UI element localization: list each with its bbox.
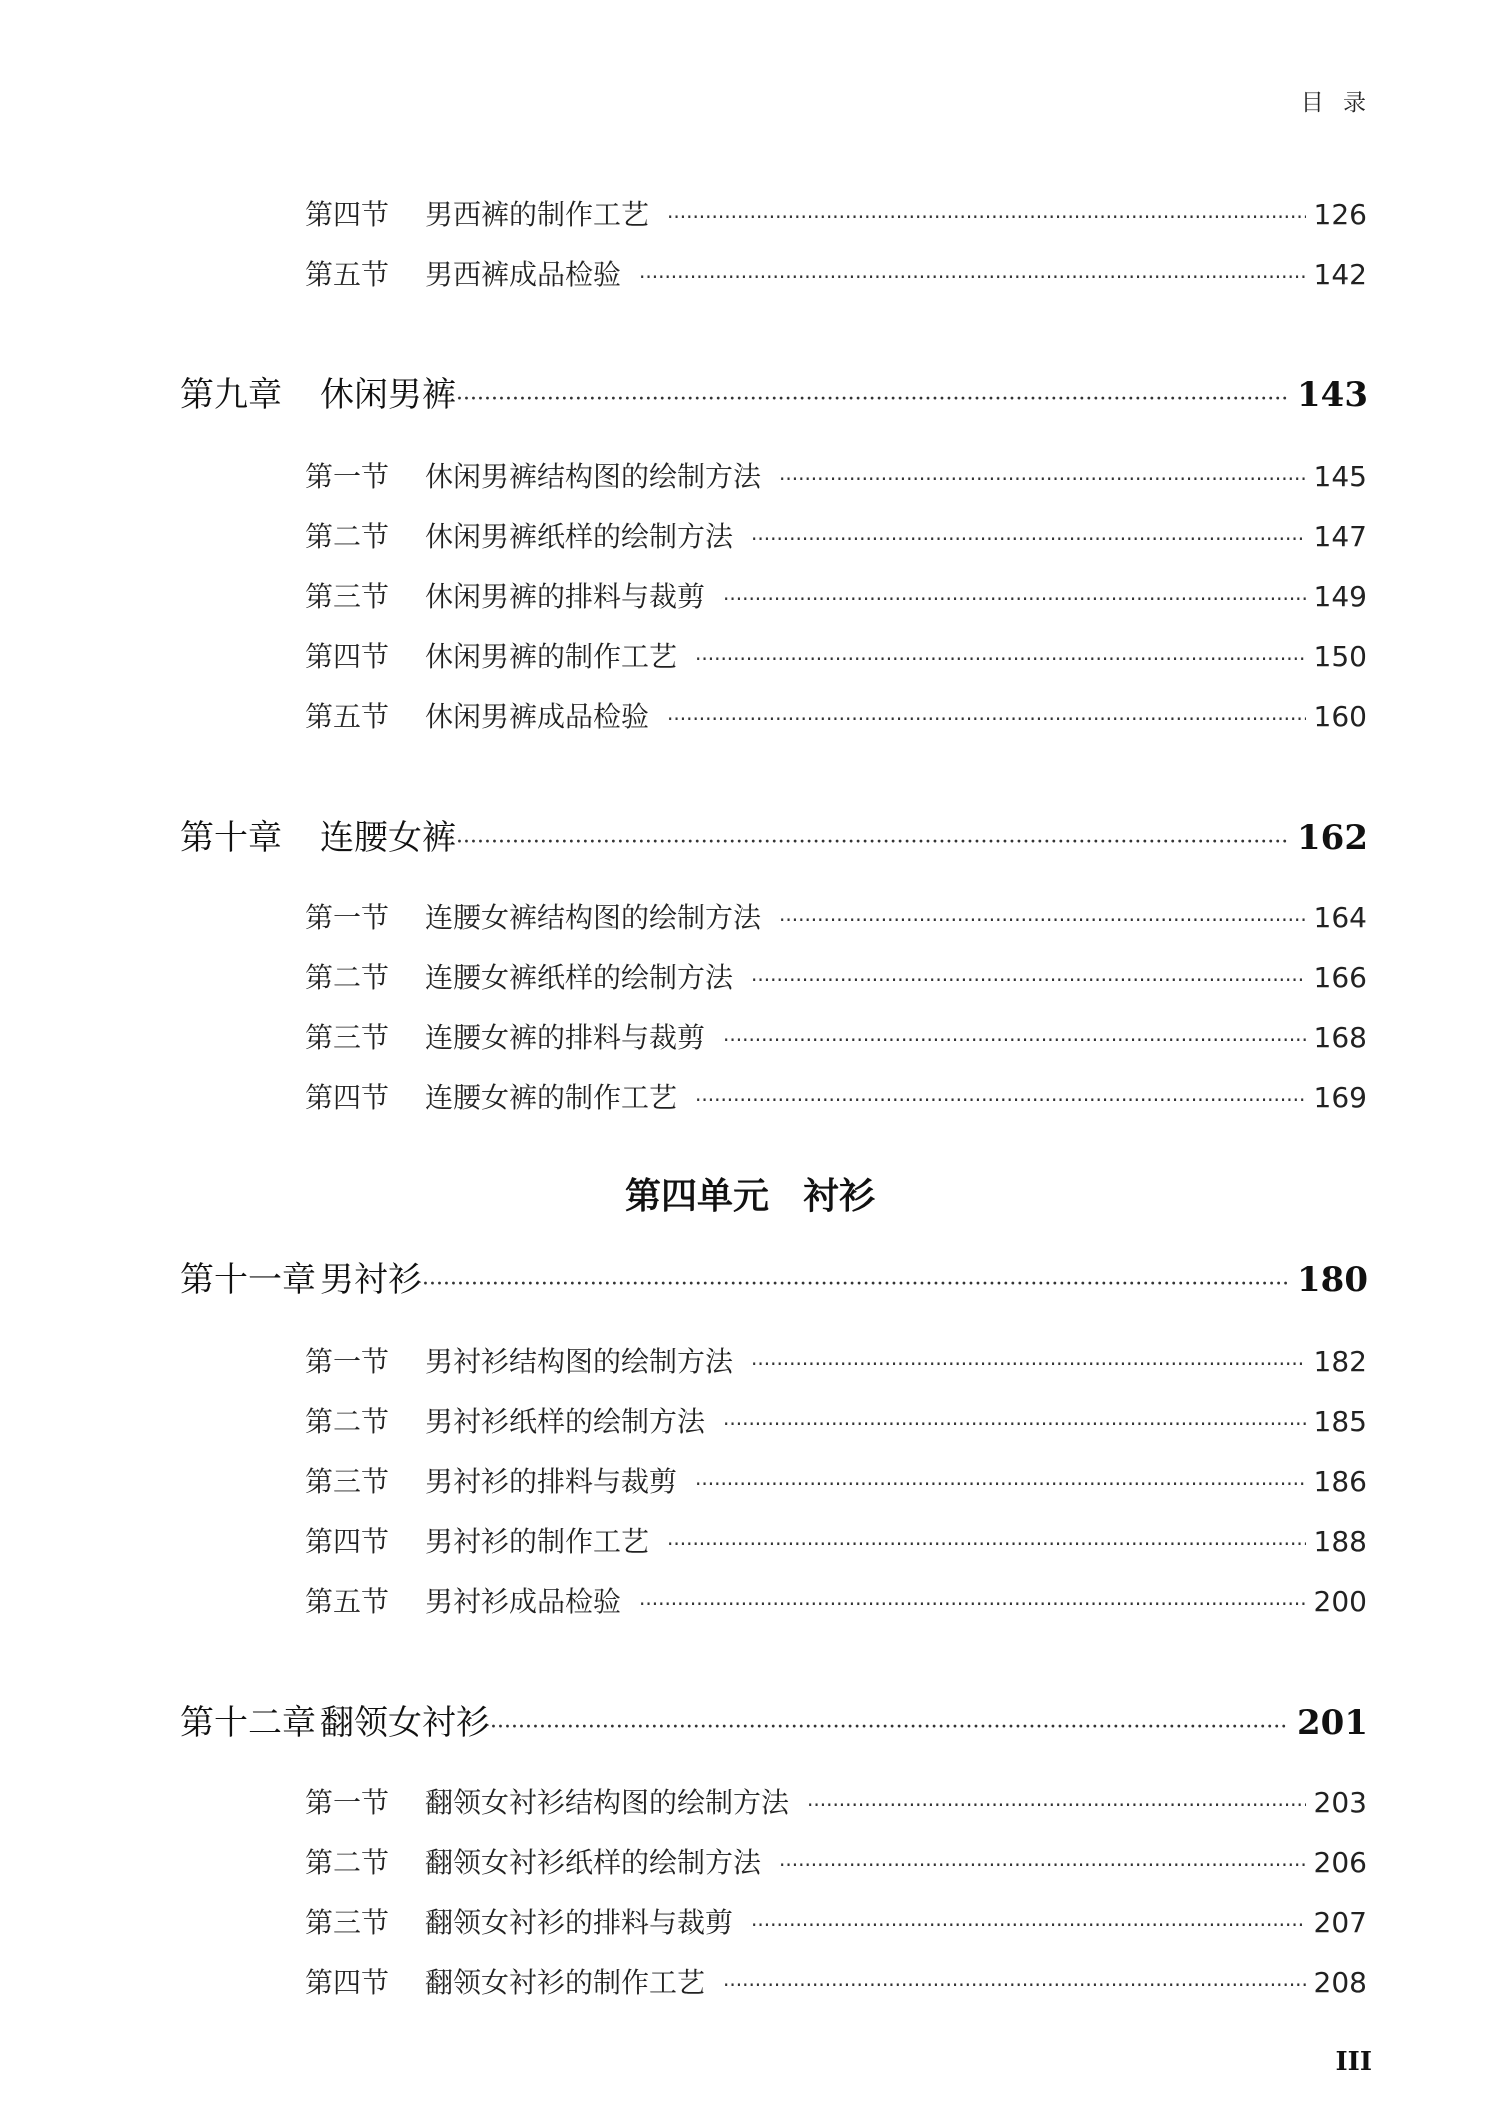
toc-section-entry[interactable] xyxy=(305,695,1367,735)
section-title: 翻领女衬衫的排料与裁剪 xyxy=(425,1906,734,1939)
page-number: 206 xyxy=(1313,1846,1367,1879)
section-title: 男衬衫的排料与裁剪 xyxy=(425,1465,678,1498)
section-title: 男西裤成品检验 xyxy=(425,258,622,291)
dot-leader xyxy=(779,1853,1306,1877)
toc-section-entry[interactable] xyxy=(305,575,1367,615)
chapter-number: 第十章 xyxy=(180,818,282,858)
toc-chapter-entry[interactable] xyxy=(180,367,1368,416)
chapter-title: 休闲男裤 xyxy=(320,375,456,415)
dot-leader xyxy=(490,1715,1289,1740)
section-title: 连腰女裤的排料与裁剪 xyxy=(425,1021,706,1054)
page-number: 166 xyxy=(1313,961,1367,994)
dot-leader xyxy=(695,647,1306,671)
toc-section-entry[interactable] xyxy=(305,515,1367,555)
page-number: 168 xyxy=(1313,1021,1367,1054)
dot-leader xyxy=(456,387,1289,412)
section-number: 第三节 xyxy=(305,1021,390,1054)
toc-section-entry[interactable] xyxy=(305,1076,1367,1116)
page-number: 160 xyxy=(1313,700,1367,733)
page-number: 149 xyxy=(1313,580,1367,613)
running-header: 目 录 xyxy=(1300,90,1372,116)
section-title: 男西裤的制作工艺 xyxy=(425,198,650,231)
page-number: 147 xyxy=(1313,520,1367,553)
section-number: 第四节 xyxy=(305,198,390,231)
toc-section-entry[interactable] xyxy=(305,1340,1367,1380)
section-title: 男衬衫成品检验 xyxy=(425,1585,622,1618)
section-title: 男衬衫的制作工艺 xyxy=(425,1525,650,1558)
dot-leader xyxy=(723,1973,1306,1997)
section-number: 第四节 xyxy=(305,1966,390,1999)
chapter-number: 第九章 xyxy=(180,375,282,415)
dot-leader xyxy=(695,1472,1306,1496)
chapter-number: 第十一章 xyxy=(180,1260,316,1300)
section-title: 连腰女裤的制作工艺 xyxy=(425,1081,678,1114)
section-number: 第四节 xyxy=(305,640,390,673)
page-number: 150 xyxy=(1313,640,1367,673)
page-number: 182 xyxy=(1313,1345,1367,1378)
page-number: 185 xyxy=(1313,1405,1367,1438)
section-number: 第三节 xyxy=(305,580,390,613)
section-title: 连腰女裤结构图的绘制方法 xyxy=(425,901,762,934)
chapter-title: 连腰女裤 xyxy=(320,818,456,858)
page-number: 188 xyxy=(1313,1525,1367,1558)
section-number: 第四节 xyxy=(305,1525,390,1558)
toc-section-entry[interactable] xyxy=(305,1901,1367,1941)
section-number: 第四节 xyxy=(305,1081,390,1114)
dot-leader xyxy=(779,467,1306,491)
dot-leader xyxy=(751,1352,1306,1376)
section-title: 休闲男裤纸样的绘制方法 xyxy=(425,520,734,553)
dot-leader xyxy=(723,1028,1306,1052)
section-number: 第三节 xyxy=(305,1465,390,1498)
toc-chapter-entry[interactable] xyxy=(180,810,1368,859)
toc-section-entry[interactable] xyxy=(305,1016,1367,1056)
page-number: 169 xyxy=(1313,1081,1367,1114)
unit-number: 第四单元 xyxy=(624,1175,769,1217)
section-title: 休闲男裤的制作工艺 xyxy=(425,640,678,673)
dot-leader xyxy=(723,1412,1306,1436)
section-number: 第二节 xyxy=(305,1846,390,1879)
section-number: 第一节 xyxy=(305,1345,390,1378)
section-number: 第一节 xyxy=(305,901,390,934)
section-number: 第一节 xyxy=(305,460,390,493)
dot-leader xyxy=(456,830,1289,855)
dot-leader xyxy=(751,527,1306,551)
page-number: 126 xyxy=(1313,198,1367,231)
page-number: 164 xyxy=(1313,901,1367,934)
section-number: 第二节 xyxy=(305,961,390,994)
section-title: 休闲男裤结构图的绘制方法 xyxy=(425,460,762,493)
section-number: 第五节 xyxy=(305,258,390,291)
dot-leader xyxy=(667,205,1306,229)
page-number: 203 xyxy=(1313,1786,1367,1819)
section-title: 连腰女裤纸样的绘制方法 xyxy=(425,961,734,994)
section-number: 第五节 xyxy=(305,1585,390,1618)
dot-leader xyxy=(667,707,1306,731)
dot-leader xyxy=(723,587,1306,611)
toc-section-entry[interactable] xyxy=(305,1460,1367,1500)
toc-section-entry[interactable] xyxy=(305,1520,1367,1560)
section-title: 休闲男裤成品检验 xyxy=(425,700,650,733)
section-number: 第五节 xyxy=(305,700,390,733)
page-number: 145 xyxy=(1313,460,1367,493)
dot-leader xyxy=(639,1592,1306,1616)
section-title: 休闲男裤的排料与裁剪 xyxy=(425,580,706,613)
toc-section-entry[interactable] xyxy=(305,635,1367,675)
page-number: 201 xyxy=(1297,1703,1368,1743)
toc-section-entry[interactable] xyxy=(305,1580,1367,1620)
section-number: 第二节 xyxy=(305,520,390,553)
toc-section-entry[interactable] xyxy=(305,896,1367,936)
toc-section-entry[interactable] xyxy=(305,1400,1367,1440)
section-title: 翻领女衬衫结构图的绘制方法 xyxy=(425,1786,790,1819)
section-title: 男衬衫结构图的绘制方法 xyxy=(425,1345,734,1378)
dot-leader xyxy=(695,1088,1306,1112)
toc-section-entry[interactable] xyxy=(305,956,1367,996)
page-number: 162 xyxy=(1297,818,1368,858)
page-number: 143 xyxy=(1297,375,1368,415)
toc-section-entry[interactable] xyxy=(305,253,1367,293)
chapter-number: 第十二章 xyxy=(180,1703,316,1743)
toc-chapter-entry[interactable] xyxy=(180,1695,1368,1744)
unit-heading xyxy=(0,1168,1500,1219)
page-number: 142 xyxy=(1313,258,1367,291)
dot-leader xyxy=(751,1913,1306,1937)
section-title: 翻领女衬衫纸样的绘制方法 xyxy=(425,1846,762,1879)
section-number: 第二节 xyxy=(305,1405,390,1438)
toc-section-entry[interactable] xyxy=(305,1781,1367,1821)
toc-section-entry[interactable] xyxy=(305,455,1367,495)
page-number: 208 xyxy=(1313,1966,1367,1999)
dot-leader xyxy=(639,265,1306,289)
section-number: 第三节 xyxy=(305,1906,390,1939)
dot-leader xyxy=(807,1793,1306,1817)
section-title: 男衬衫纸样的绘制方法 xyxy=(425,1405,706,1438)
section-number: 第一节 xyxy=(305,1786,390,1819)
section-title: 翻领女衬衫的制作工艺 xyxy=(425,1966,706,1999)
toc-section-entry[interactable] xyxy=(305,1841,1367,1881)
unit-name: 衬衫 xyxy=(803,1175,876,1217)
dot-leader xyxy=(779,908,1306,932)
dot-leader xyxy=(667,1532,1306,1556)
page-number: 200 xyxy=(1313,1585,1367,1618)
toc-section-entry[interactable] xyxy=(305,193,1367,233)
page-number: 207 xyxy=(1313,1906,1367,1939)
toc-chapter-entry[interactable] xyxy=(180,1252,1368,1301)
dot-leader xyxy=(422,1272,1289,1297)
toc-section-entry[interactable] xyxy=(305,1961,1367,2001)
page-folio: III xyxy=(1335,2047,1372,2077)
dot-leader xyxy=(751,968,1306,992)
page-number: 186 xyxy=(1313,1465,1367,1498)
chapter-title: 男衬衫 xyxy=(320,1260,422,1300)
chapter-title: 翻领女衬衫 xyxy=(320,1703,490,1743)
page-number: 180 xyxy=(1297,1260,1368,1300)
